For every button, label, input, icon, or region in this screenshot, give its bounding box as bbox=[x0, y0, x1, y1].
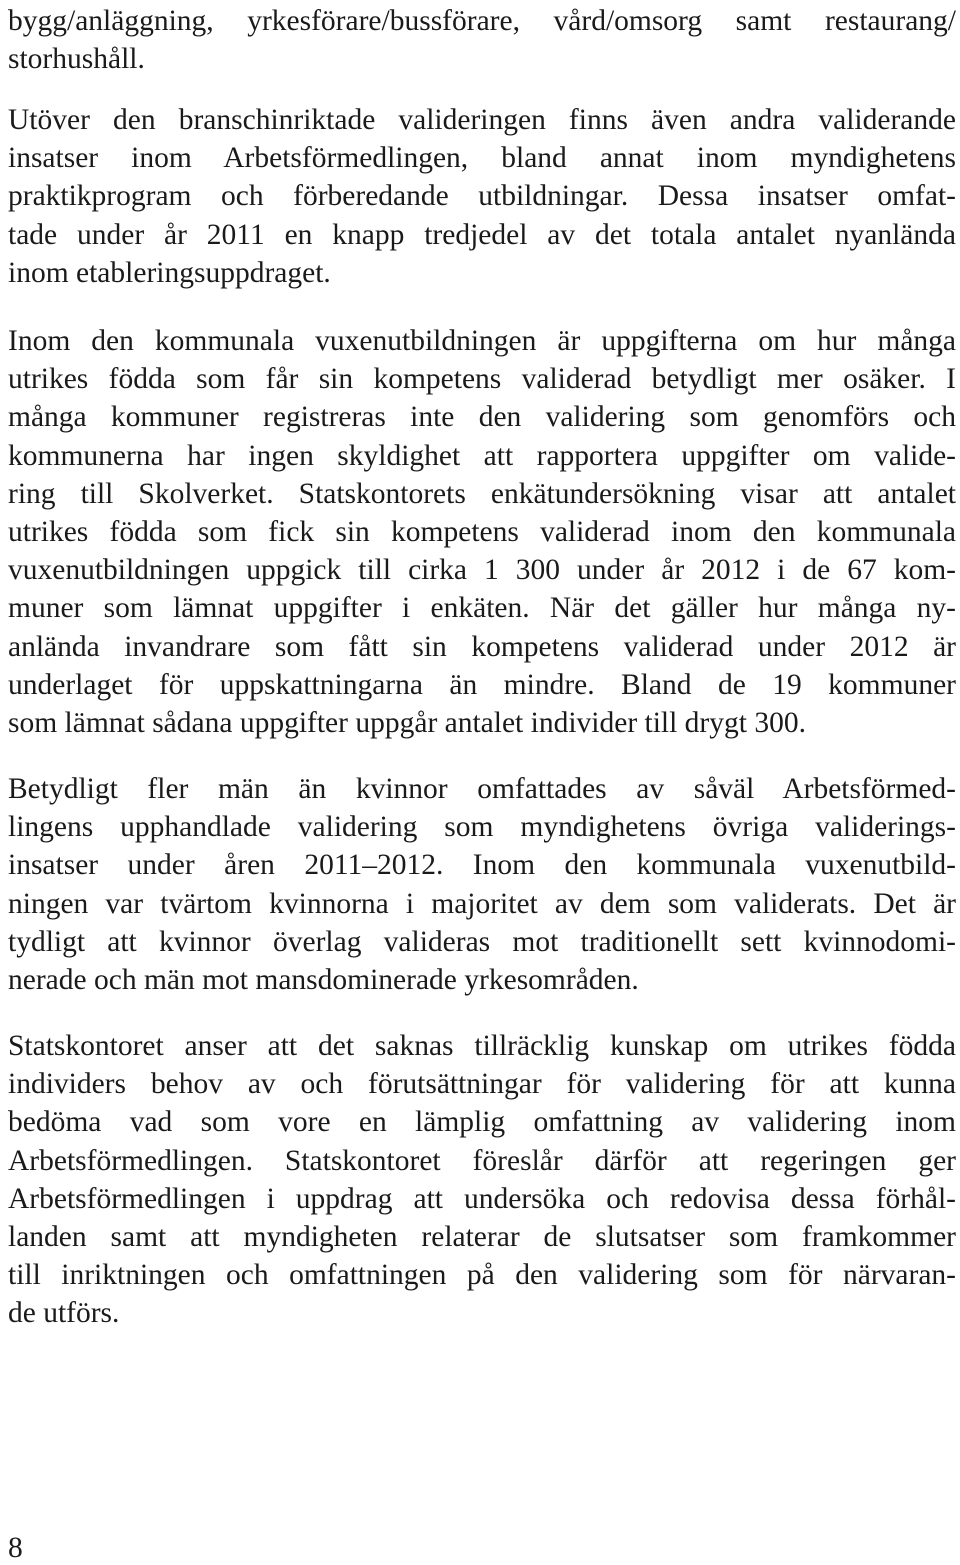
text-line: Statskontoret anser att det saknas tillräcklig kunskap om utrikes födda bbox=[8, 1030, 956, 1062]
page-number: 8 bbox=[8, 1532, 23, 1564]
paragraph-2 bbox=[8, 101, 956, 292]
text-line: utrikes födda som får sin kompetens validerad betydligt mer osäker. I bbox=[8, 363, 956, 396]
text-line: landen samt att myndigheten relaterar de slutsatser som framkommer bbox=[8, 1220, 956, 1253]
text-line: som lämnat sådana uppgifter uppgår antalet individer till drygt 300. bbox=[8, 706, 806, 739]
text-line: vuxenutbildningen uppgick till cirka 1 300 under år 2012 i de 67 kom- bbox=[8, 554, 956, 587]
text-line: lingens upphandlade validering som myndighetens övriga validerings- bbox=[8, 811, 956, 844]
text-line: Betydligt fler män än kvinnor omfattades av såväl Arbetsförmed- bbox=[8, 773, 956, 805]
text-line: Utöver den branschinriktade valideringen finns även andra validerande bbox=[8, 104, 956, 136]
text-line: individers behov av och förutsättningar för validering för att kunna bbox=[8, 1068, 956, 1101]
paragraph-4 bbox=[8, 770, 956, 999]
text-line: tydligt att kvinnor överlag valideras mot traditionellt sett kvinnodomi- bbox=[8, 925, 956, 958]
text-line: anlända invandrare som fått sin kompetens validerad under 2012 är bbox=[8, 630, 956, 663]
text-line: insatser inom Arbetsförmedlingen, bland annat inom myndighetens bbox=[8, 142, 956, 175]
text-line: bygg/anläggning, yrkesförare/bussförare, vård/omsorg samt restaurang/ bbox=[8, 5, 956, 37]
text-line: många kommuner registreras inte den validering som genomförs och bbox=[8, 401, 956, 434]
text-line: Inom den kommunala vuxenutbildningen är uppgifterna om hur många bbox=[8, 325, 956, 357]
paragraph-3 bbox=[8, 322, 956, 742]
text-line: kommunerna har ingen skyldighet att rapportera uppgifter om valide- bbox=[8, 439, 956, 472]
text-line: bedöma vad som vore en lämplig omfattning av validering inom bbox=[8, 1106, 956, 1139]
text-line: praktikprogram och förberedande utbildningar. Dessa insatser omfat- bbox=[8, 180, 956, 213]
text-line: utrikes födda som fick sin kompetens validerad inom den kommunala bbox=[8, 515, 956, 548]
text-line: ring till Skolverket. Statskontorets enkätundersökning visar att antalet bbox=[8, 477, 956, 510]
paragraph-5 bbox=[8, 1027, 956, 1333]
text-line: till inriktningen och omfattningen på den validering som för närvaran- bbox=[8, 1259, 956, 1292]
text-line: underlaget för uppskattningarna än mindre. Bland de 19 kommuner bbox=[8, 668, 956, 701]
text-line: nerade och män mot mansdominerade yrkesområden. bbox=[8, 963, 639, 996]
text-line: storhushåll. bbox=[8, 43, 145, 76]
text-line: insatser under åren 2011–2012. Inom den kommunala vuxenutbild- bbox=[8, 849, 956, 882]
text-line: tade under år 2011 en knapp tredjedel av det totala antalet nyanlända bbox=[8, 218, 956, 251]
text-line: Arbetsförmedlingen. Statskontoret föreslår därför att regeringen ger bbox=[8, 1144, 956, 1177]
text-line: muner som lämnat uppgifter i enkäten. När det gäller hur många ny- bbox=[8, 592, 956, 625]
text-line: ningen var tvärtom kvinnorna i majoritet av dem som validerats. Det är bbox=[8, 887, 956, 920]
text-line: inom etableringsuppdraget. bbox=[8, 256, 331, 289]
text-line: de utförs. bbox=[8, 1297, 120, 1330]
paragraph-1 bbox=[8, 2, 956, 78]
text-line: Arbetsförmedlingen i uppdrag att undersöka och redovisa dessa förhål- bbox=[8, 1182, 956, 1215]
